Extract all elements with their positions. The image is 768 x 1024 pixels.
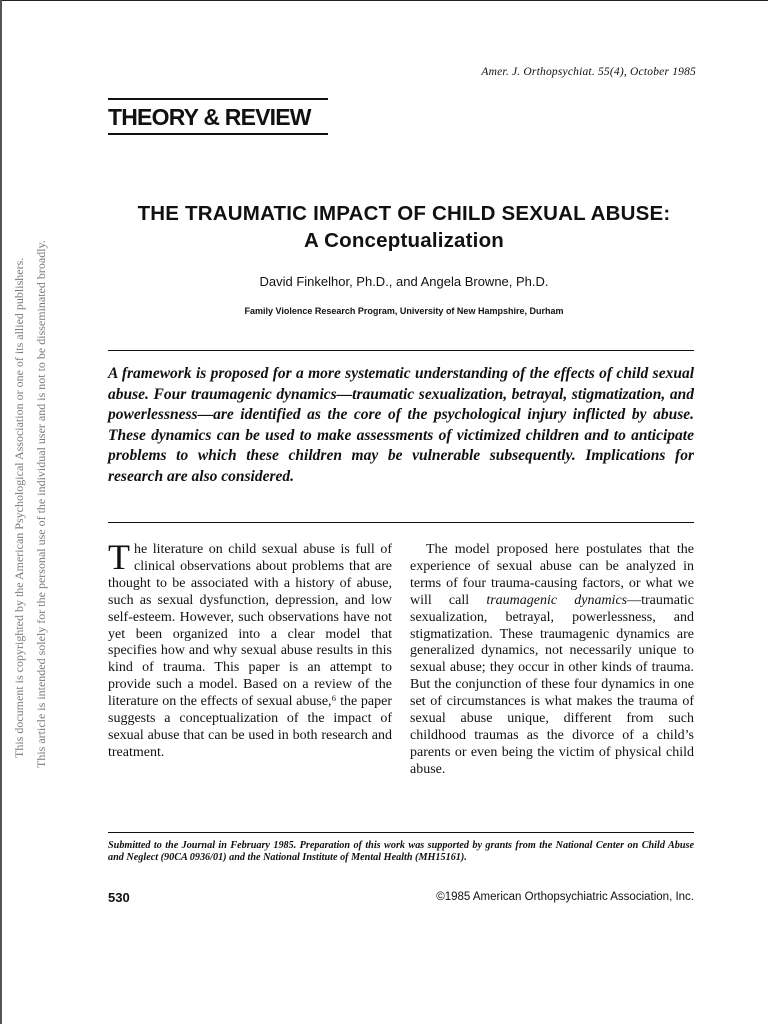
section-rule-bottom <box>108 133 328 135</box>
body-column-left <box>108 537 392 762</box>
section-rule-top <box>108 98 328 100</box>
journal-reference: Amer. J. Orthopsychiat. 55(4), October 1985 <box>481 66 696 78</box>
page-number: 530 <box>108 890 130 905</box>
drop-cap: T <box>108 537 130 577</box>
footnote: Submitted to the Journal in February 1985. Preparation of this work was supported by grants from the National Center on Child Abuse and Neglect (90CA 0936/01) and the National Institute of Mental Health (MH15161). <box>108 840 694 864</box>
model-paragraph <box>410 542 694 779</box>
copyright-side-notice: This document is copyrighted by the American Psychological Association or one of its allied publishers. <box>12 257 26 758</box>
title-line-1: THE TRAUMATIC IMPACT OF CHILD SEXUAL ABUSE: <box>137 202 671 225</box>
section-label: THEORY & REVIEW <box>108 104 311 130</box>
page-left-border <box>0 0 2 1024</box>
right-column-text-b: —traumatic sexualization, betrayal, powerlessness, and stigmatization. These traumagenic dynamics are generalized dynamics, not necessarily unique to sexual abuse; they occur in other kinds of trauma. But the conjunction of these four dynamics in one set of circumstances is what makes the trauma of sexual abuse unique, different from such childhood traumas as the divorce of a child’s parents or even being the victim of physical child abuse. <box>410 592 694 777</box>
page-top-border <box>0 0 768 1</box>
article-title <box>100 200 708 254</box>
intro-paragraph <box>108 537 392 762</box>
usage-side-notice: This article is intended solely for the personal use of the individual user and is not to be disseminated broadly. <box>34 240 48 768</box>
affiliation: Family Violence Research Program, University of New Hampshire, Durham <box>244 306 564 316</box>
right-column-italic-term: traumagenic dynamics <box>486 592 628 608</box>
copyright-line: ©1985 American Orthopsychiatric Association, Inc. <box>436 891 694 903</box>
abstract: A framework is proposed for a more systematic understanding of the effects of child sexual abuse. Four traumagenic dynamics—traumatic sexualization, betrayal, stigmatization, and powerlessness—are identified as the core of the psychological injury inflicted by abuse. These dynamics can be used to make assessments of victimized children and to anticipate problems to which these children may be vulnerable subsequently. Implications for research are also considered. <box>108 365 694 485</box>
right-column-text-a: The model proposed here postulates that the experience of sexual abuse can be analyzed in terms of four trauma-causing factors, or what we will call <box>410 542 694 608</box>
title-line-2: A Conceptualization <box>303 229 505 252</box>
abstract-rule-top <box>108 350 694 351</box>
section-heading <box>108 98 328 135</box>
left-column-text: he literature on child sexual abuse is full of clinical observations about problems that are thought to be associated with a history of abuse, such as sexual dysfunction, depression, and low self-esteem. However, such observations have not yet been organized into a clear model that specifies how and why sexual abuse results in this kind of trauma. This paper is an attempt to provide such a model. Based on a review of the literature on the effects of sexual abuse,⁶ the paper suggests a conceptualization of the impact of sexual abuse that can be used in both research and treatment. <box>108 542 392 760</box>
authors: David Finkelhor, Ph.D., and Angela Browne, Ph.D. <box>259 274 549 289</box>
body-column-right <box>410 542 694 779</box>
abstract-rule-bottom <box>108 522 694 523</box>
footnote-rule <box>108 832 694 833</box>
